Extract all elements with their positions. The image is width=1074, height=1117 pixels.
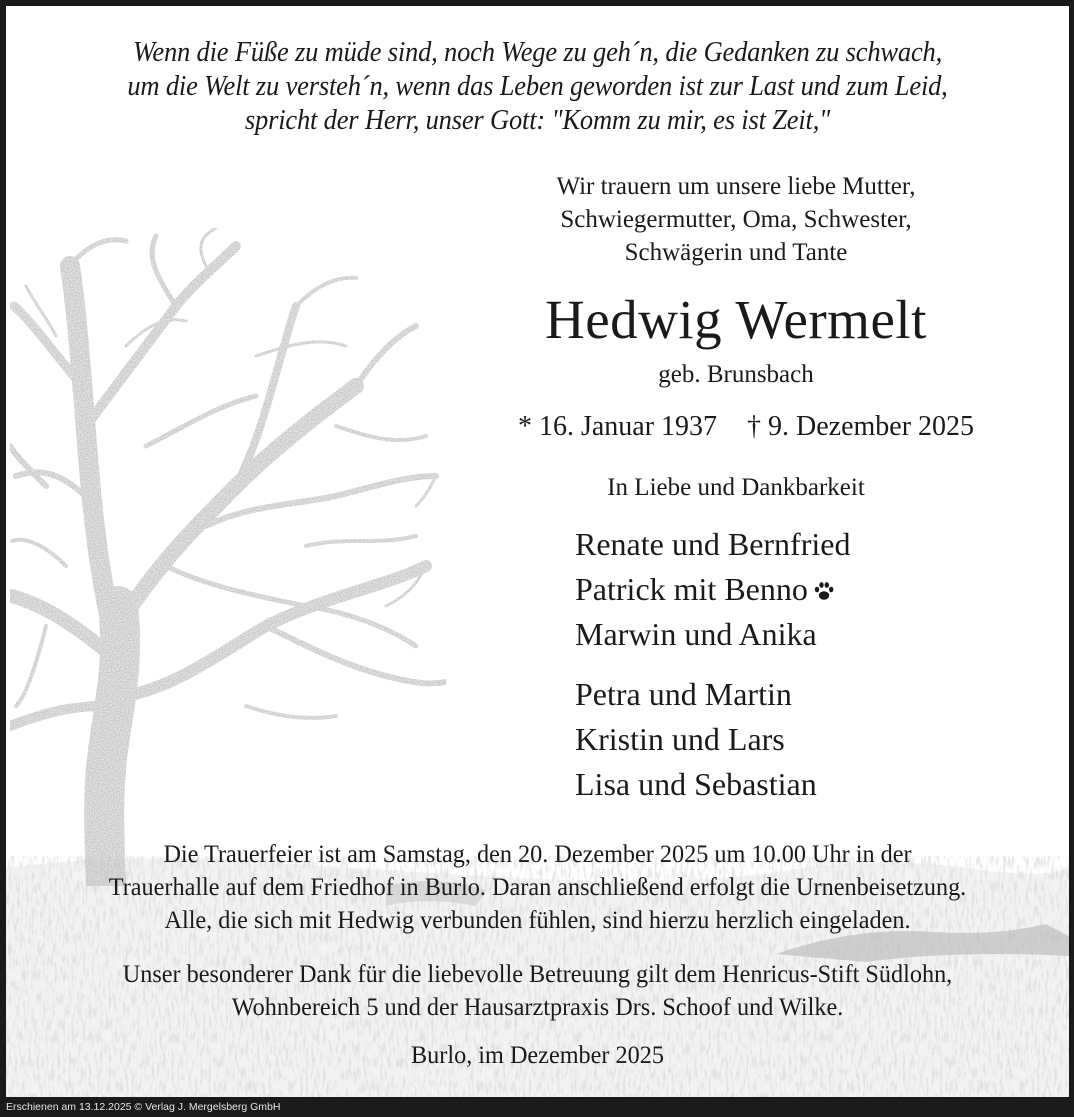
- family-member: Petra und Martin: [575, 676, 792, 712]
- obituary-card: [6, 6, 1069, 1097]
- death-date: † 9. Dezember 2025: [747, 411, 975, 442]
- family-member: Lisa und Sebastian: [575, 766, 817, 802]
- publication-footer: Erschienen am 13.12.2025 © Verlag J. Mergelsberg GmbH: [6, 1101, 281, 1113]
- intro-line: Schwägerin und Tante: [624, 239, 848, 266]
- poem: [43, 36, 1032, 138]
- family-group-1: [575, 522, 850, 657]
- acknowledgement-line: Wohnbereich 5 und der Hausarztpraxis Drs. Schoof und Wilke.: [231, 992, 844, 1021]
- deceased-name: Hedwig Wermelt: [545, 289, 927, 350]
- family-member: Kristin und Lars: [575, 721, 785, 757]
- place-and-date: Burlo, im Dezember 2025: [411, 1040, 664, 1069]
- love-and-gratitude-line: In Liebe und Dankbarkeit: [607, 474, 865, 501]
- family-member-with-pet: [575, 567, 850, 612]
- acknowledgement-line: Unser besonderer Dank für die liebevolle Betreuung gilt dem Henricus-Stift Südlohn,: [122, 959, 953, 988]
- family-member: Marwin und Anika: [575, 616, 817, 652]
- ceremony-line: Trauerhalle auf dem Friedhof in Burlo. Daran anschließend erfolgt die Urnenbeisetzung.: [108, 872, 967, 901]
- family-member: Renate und Bernfried: [575, 526, 851, 562]
- paw-print-icon: [812, 580, 836, 602]
- ceremony-line: Alle, die sich mit Hedwig verbunden fühlen, sind hierzu herzlich eingeladen.: [164, 905, 911, 934]
- poem-line: um die Welt zu versteh´n, wenn das Leben geworden ist zur Last und zum Leid,: [127, 71, 948, 102]
- ceremony-line: Die Trauerfeier ist am Samstag, den 20. Dezember 2025 um 10.00 Uhr in der: [163, 839, 912, 868]
- life-dates: [466, 409, 1026, 445]
- intro-line: Wir trauern um unsere liebe Mutter,: [556, 173, 916, 200]
- birth-date: * 16. Januar 1937: [517, 411, 718, 442]
- poem-line: Wenn die Füße zu müde sind, noch Wege zu geh´n, die Gedanken zu schwach,: [132, 37, 943, 68]
- family-signatures: [575, 522, 850, 822]
- acknowledgement: [33, 957, 1043, 1023]
- poem-line: spricht der Herr, unser Gott: "Komm zu mir, es ist Zeit,": [244, 105, 831, 136]
- funeral-ceremony-info: [33, 837, 1043, 936]
- intro-line: Schwiegermutter, Oma, Schwester,: [560, 206, 912, 233]
- family-member: Patrick mit Benno: [575, 571, 808, 607]
- family-group-2: [575, 672, 850, 807]
- maiden-name: geb. Brunsbach: [658, 361, 814, 388]
- mourning-intro: [466, 170, 1006, 269]
- tree: [10, 228, 446, 886]
